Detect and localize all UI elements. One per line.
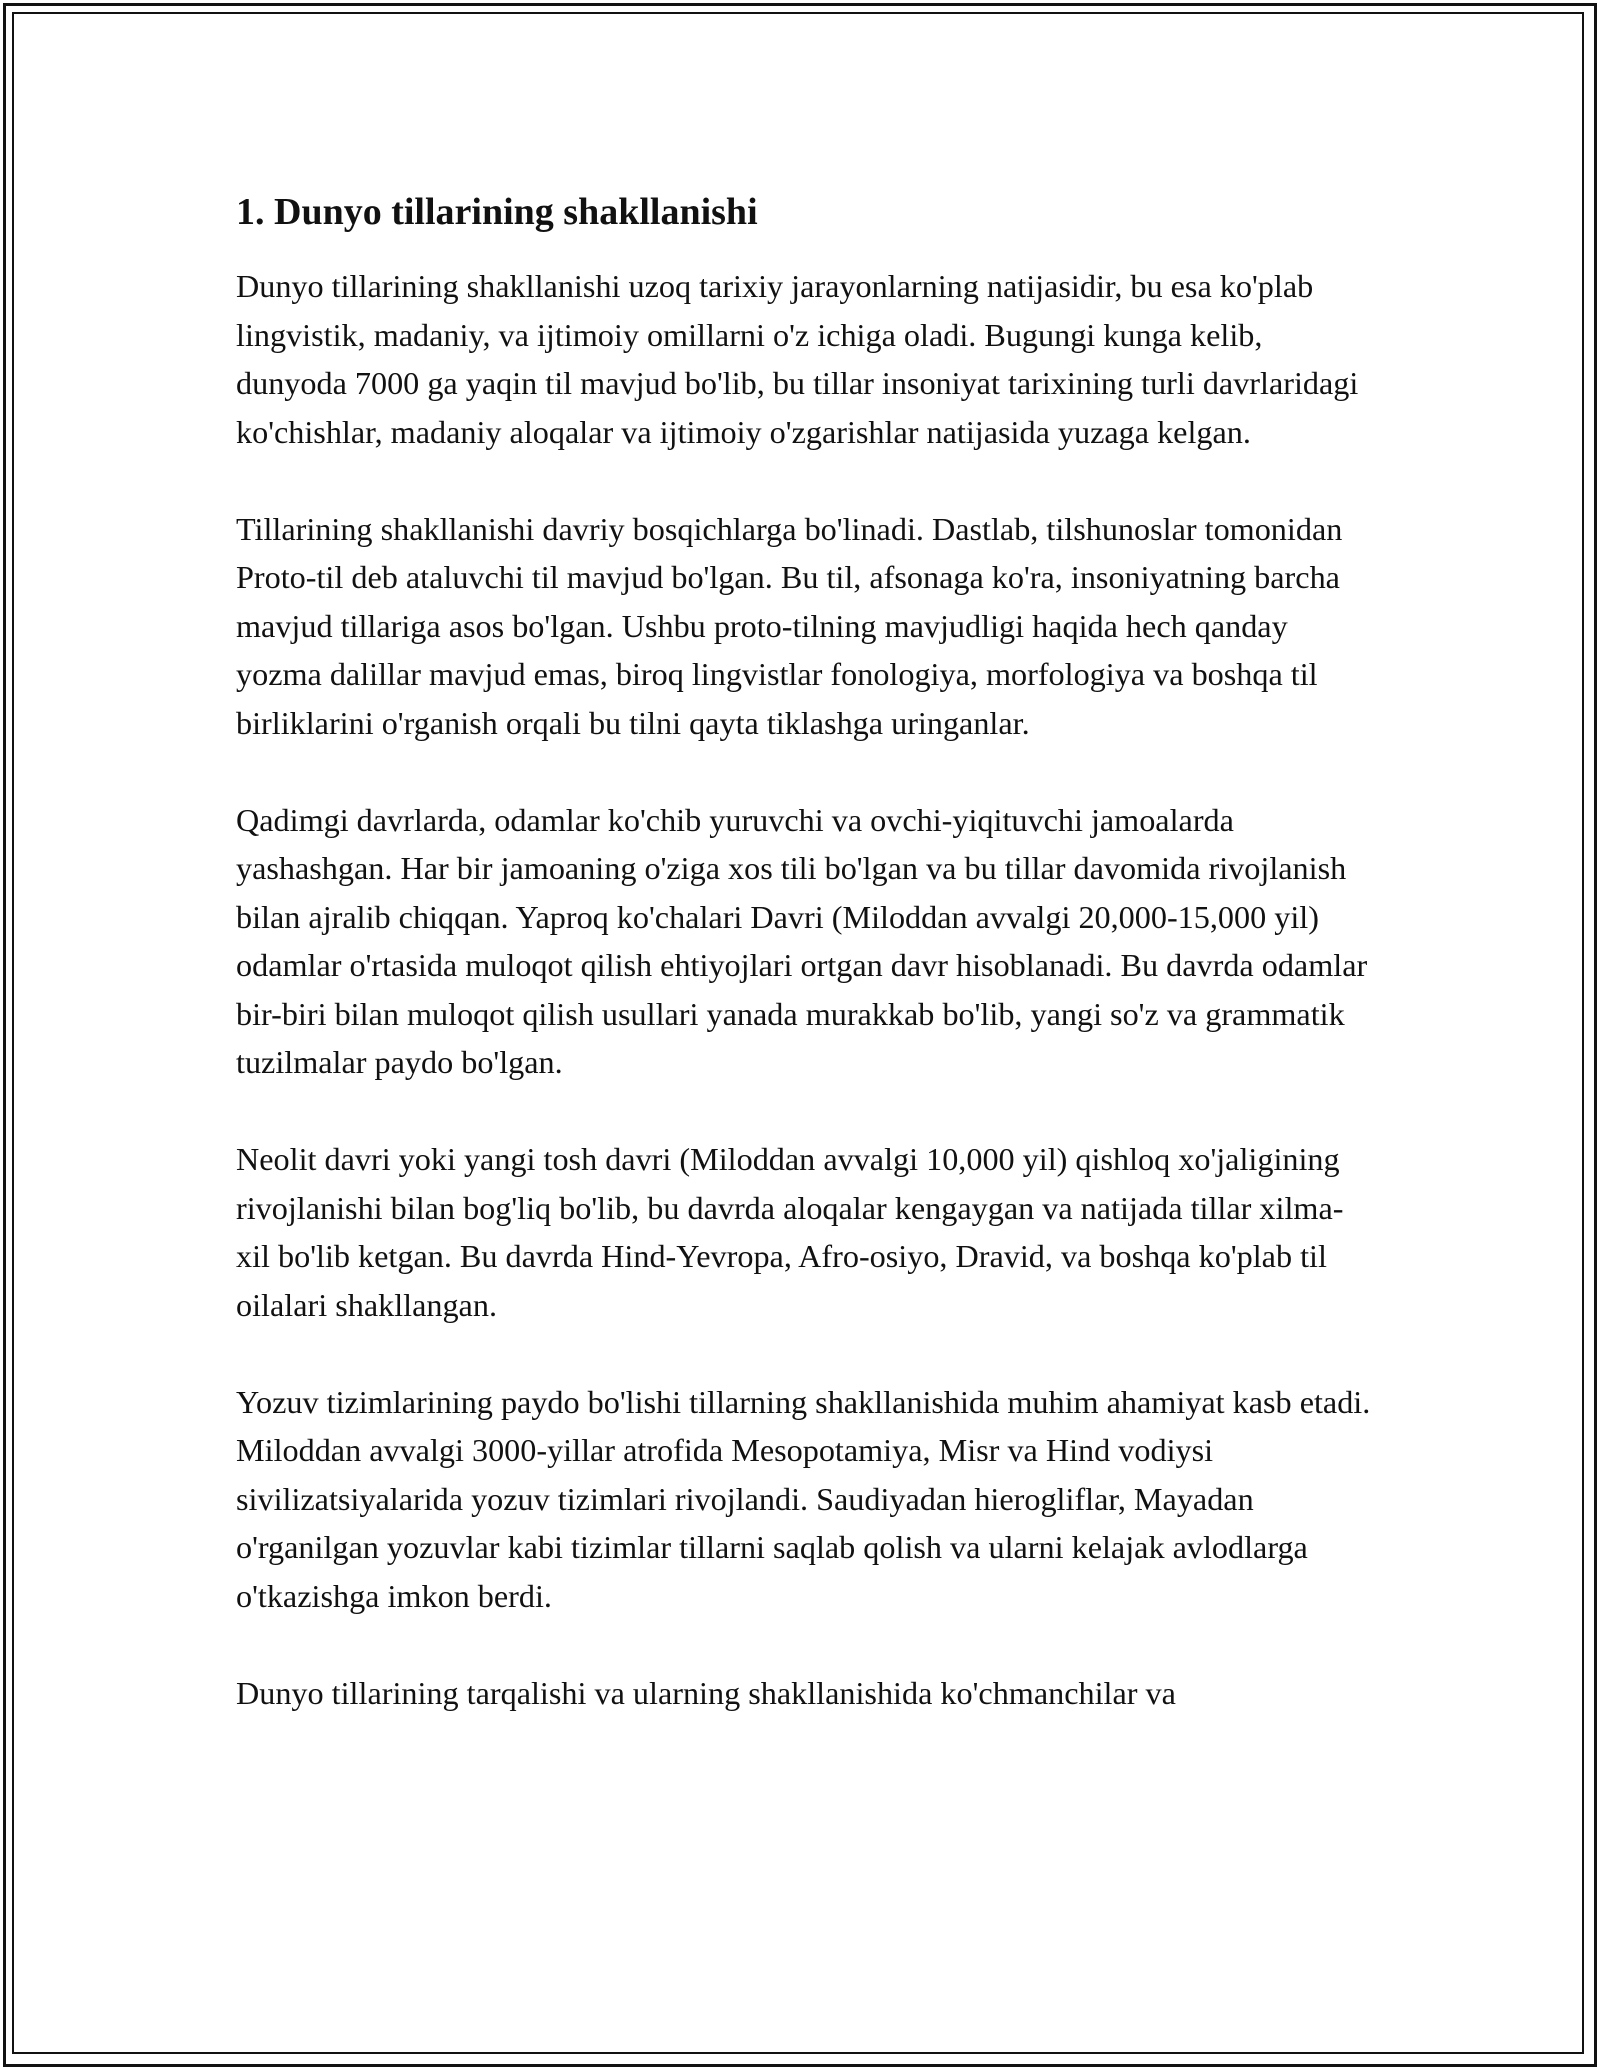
paragraph-6: Dunyo tillarining tarqalishi va ularning shakllanishida ko'chmanchilar va	[236, 1674, 1176, 1711]
paragraph-1: Dunyo tillarining shakllanishi uzoq tarixiy jarayonlarning natijasidir, bu esa ko'plab lingvistik, madaniy, va ijtimoiy omillarni o'z ichiga oladi. Bugungi kunga kelib, dunyoda 7000 ga yaqin til mavjud bo'lib, bu tillar insoniyat tarixining turli davrlaridagi ko'chishlar, madaniy aloqalar va ijtimoiy o'zgarishlar natijasida yuzaga kelgan.	[236, 268, 1359, 450]
paragraph-4: Neolit davri yoki yangi tosh davri (Miloddan avvalgi 10,000 yil) qishloq xo'jaligining rivojlanishi bilan bog'liq bo'lib, bu davrda aloqalar kengaygan va natijada tillar xilma-xil bo'lib ketgan. Bu davrda Hind-Yevropa, Afro-osiyo, Dravid, va boshqa ko'plab til oilalari shakllangan.	[236, 1141, 1344, 1323]
paragraph-5: Yozuv tizimlarining paydo bo'lishi tillarning shakllanishida muhim ahamiyat kasb etadi. Miloddan avvalgi 3000-yillar atrofida Mesopotamiya, Misr va Hind vodiysi sivilizatsiyalarida yozuv tizimlari rivojlandi. Saudiyadan hierogliflar, Mayadan o'rganilgan yozuvlar kabi tizimlar tillarni saqlab qolish va ularni kelajak avlodlarga o'tkazishga imkon berdi.	[236, 1383, 1371, 1614]
paragraph-2: Tillarining shakllanishi davriy bosqichlarga bo'linadi. Dastlab, tilshunoslar tomonidan Proto-til deb ataluvchi til mavjud bo'lgan. Bu til, afsonaga ko'ra, insoniyatning barcha mavjud tillariga asos bo'lgan. Ushbu proto-tilning mavjudligi haqida hech qanday yozma dalillar mavjud emas, biroq lingvistlar fonologiya, morfologiya va boshqa til birliklarini o'rganish orqali bu tilni qayta tiklashga uringanlar.	[236, 510, 1343, 741]
section-heading: 1. Dunyo tillarining shakllanishi	[236, 191, 758, 233]
paragraph-3: Qadimgi davrlarda, odamlar ko'chib yuruvchi va ovchi-yiqituvchi jamoalarda yashashgan. Har bir jamoaning o'ziga xos tili bo'lgan va bu tillar davomida rivojlanish bilan ajralib chiqqan. Yaproq ko'chalari Davri (Miloddan avvalgi 20,000-15,000 yil) odamlar o'rtasida muloqot qilish ehtiyojlari ortgan davr hisoblanadi. Bu davrda odamlar bir-biri bilan muloqot qilish usullari yanada murakkab bo'lib, yangi so'z va grammatik tuzilmalar paydo bo'lgan.	[236, 801, 1368, 1080]
document-body	[236, 186, 1376, 1717]
